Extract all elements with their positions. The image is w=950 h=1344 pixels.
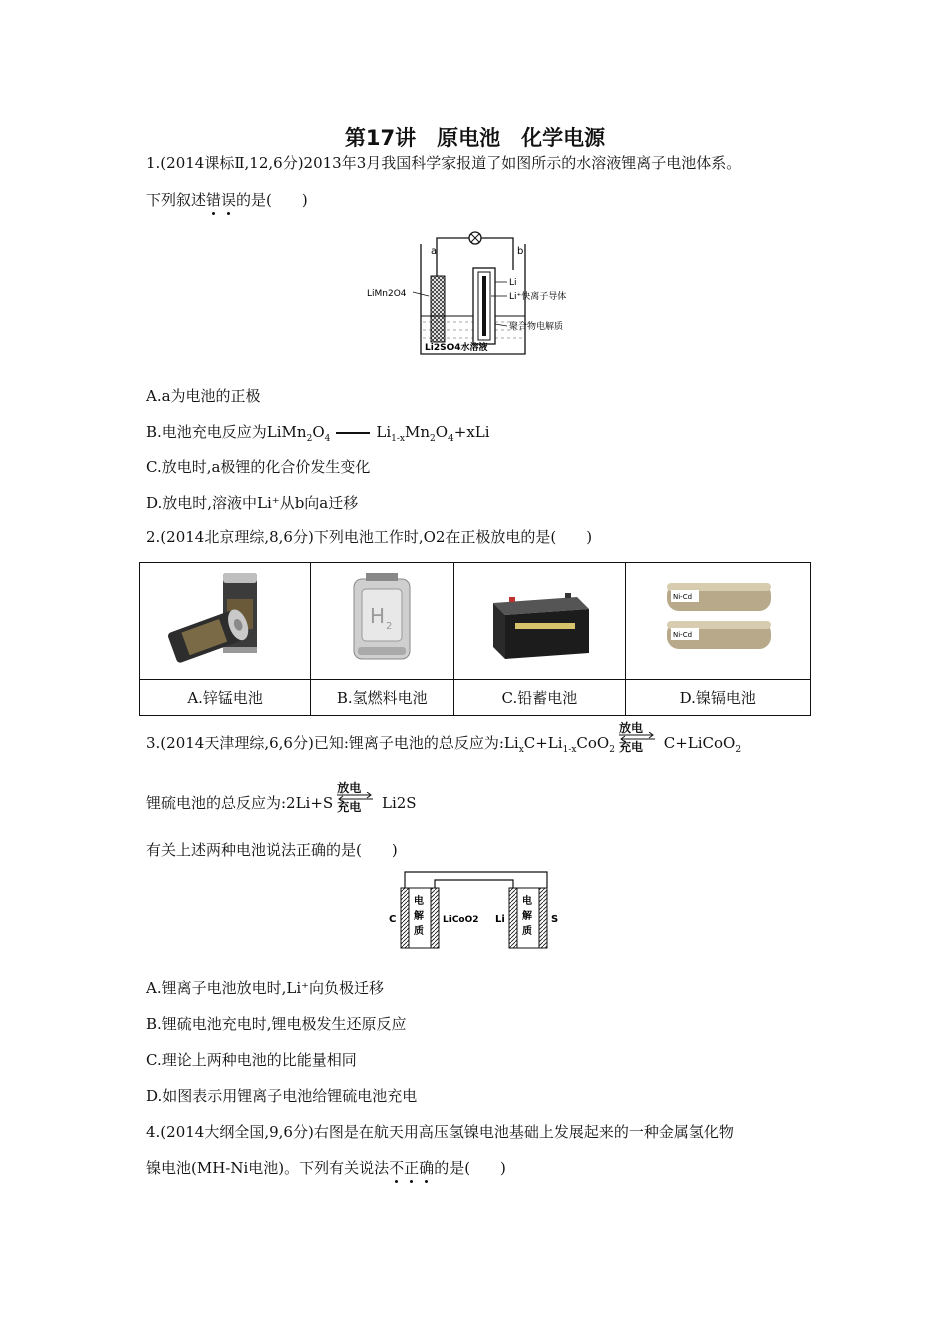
q3-line2: 锂硫电池的总反应为:2Li+S 放电 充电 Li2S bbox=[146, 781, 417, 814]
q3-question: 有关上述两种电池说法正确的是( ) bbox=[146, 841, 398, 859]
q2-option-c: C.铅蓄电池 bbox=[454, 680, 625, 716]
q4-line2: 镍电池(MH-Ni电池)。下列有关说法不正确的是( ) bbox=[146, 1159, 506, 1177]
svg-text:电: 电 bbox=[414, 896, 424, 907]
svg-text:2: 2 bbox=[386, 621, 393, 632]
svg-text:质: 质 bbox=[414, 926, 424, 937]
q1-option-c: C.放电时,a极锂的化合价发生变化 bbox=[146, 458, 371, 476]
label-licoo2: LiCoO2 bbox=[443, 915, 479, 925]
q1-stem-line2: 下列叙述错误的是( ) bbox=[146, 191, 308, 209]
hydrogen-fuel-cell-image bbox=[311, 563, 454, 680]
q3-option-b: B.锂硫电池充电时,锂电极发生还原反应 bbox=[146, 1015, 407, 1033]
q1-option-b: B.电池充电反应为$LiMn_2O_4$ $Li_{1-x}Mn_2O_4+xLi$ bbox=[146, 423, 490, 444]
zinc-manganese-battery-image bbox=[140, 563, 311, 680]
svg-text:H: H bbox=[370, 604, 386, 628]
label-a: a bbox=[431, 246, 438, 257]
svg-text:质: 质 bbox=[522, 926, 532, 937]
label-s: S bbox=[551, 914, 559, 925]
equals-line bbox=[336, 432, 370, 434]
q3-option-a: A.锂离子电池放电时,Li⁺向负极迁移 bbox=[146, 979, 385, 997]
lead-acid-battery-image bbox=[454, 563, 625, 680]
q1-emphasis: 错误 bbox=[206, 191, 237, 209]
nickel-cadmium-battery-image bbox=[625, 563, 810, 680]
q2-options-table bbox=[139, 562, 811, 716]
page-title: 第17讲 原电池 化学电源 bbox=[344, 126, 606, 150]
label-limn2o4: LiMn2O4 bbox=[367, 289, 407, 299]
reversible-arrow: 放电 充电 bbox=[615, 734, 659, 754]
q2-option-b: B.氢燃料电池 bbox=[311, 680, 454, 716]
label-c: C bbox=[389, 914, 397, 925]
q3-stem: 3.(2014天津理综,6,6分)已知:锂离子电池的总反应为$:Li_xC+Li_{1-x}CoO_2$ 放电 充电 C+LiCoO$_2$ bbox=[146, 721, 742, 755]
reversible-arrow-2: 放电 充电 bbox=[333, 794, 377, 814]
q1-battery-figure bbox=[365, 224, 595, 362]
svg-text:电: 电 bbox=[522, 896, 532, 907]
svg-text:解: 解 bbox=[414, 911, 424, 922]
q3-option-d: D.如图表示用锂离子电池给锂硫电池充电 bbox=[146, 1087, 418, 1105]
q2-option-d: D.镍镉电池 bbox=[625, 680, 810, 716]
label-li: Li bbox=[509, 278, 517, 288]
q1-option-d: D.放电时,溶液中Li⁺从b向a迁移 bbox=[146, 494, 359, 512]
label-li-right: Li bbox=[495, 914, 505, 925]
q2-option-a: A.锌锰电池 bbox=[140, 680, 311, 716]
q2-stem: 2.(2014北京理综,8,6分)下列电池工作时,O2在正极放电的是( ) bbox=[146, 528, 593, 546]
q3-circuit-figure bbox=[383, 866, 573, 956]
q1-stem-line1: 1.(2014课标Ⅱ,12,6分)2013年3月我国科学家报道了如图所示的水溶液锂离子电池体系。 bbox=[146, 154, 742, 172]
nicd-label-1: Ni-Cd bbox=[672, 593, 692, 601]
label-solution: Li2SO4水溶液 bbox=[425, 343, 488, 353]
q4-emphasis: 不正确 bbox=[389, 1159, 435, 1177]
label-b: b bbox=[517, 246, 524, 257]
svg-text:解: 解 bbox=[522, 911, 532, 922]
q4-line1: 4.(2014大纲全国,9,6分)右图是在航天用高压氢镍电池基础上发展起来的一种金属氢化物 bbox=[146, 1123, 734, 1141]
q1-option-a: A.a为电池的正极 bbox=[146, 387, 261, 405]
nicd-label-2: Ni-Cd bbox=[672, 631, 692, 639]
q3-option-c: C.理论上两种电池的比能量相同 bbox=[146, 1051, 357, 1069]
label-conductor: Li⁺快离子导体 bbox=[509, 292, 567, 302]
label-polymer: 聚合物电解质 bbox=[509, 322, 564, 332]
